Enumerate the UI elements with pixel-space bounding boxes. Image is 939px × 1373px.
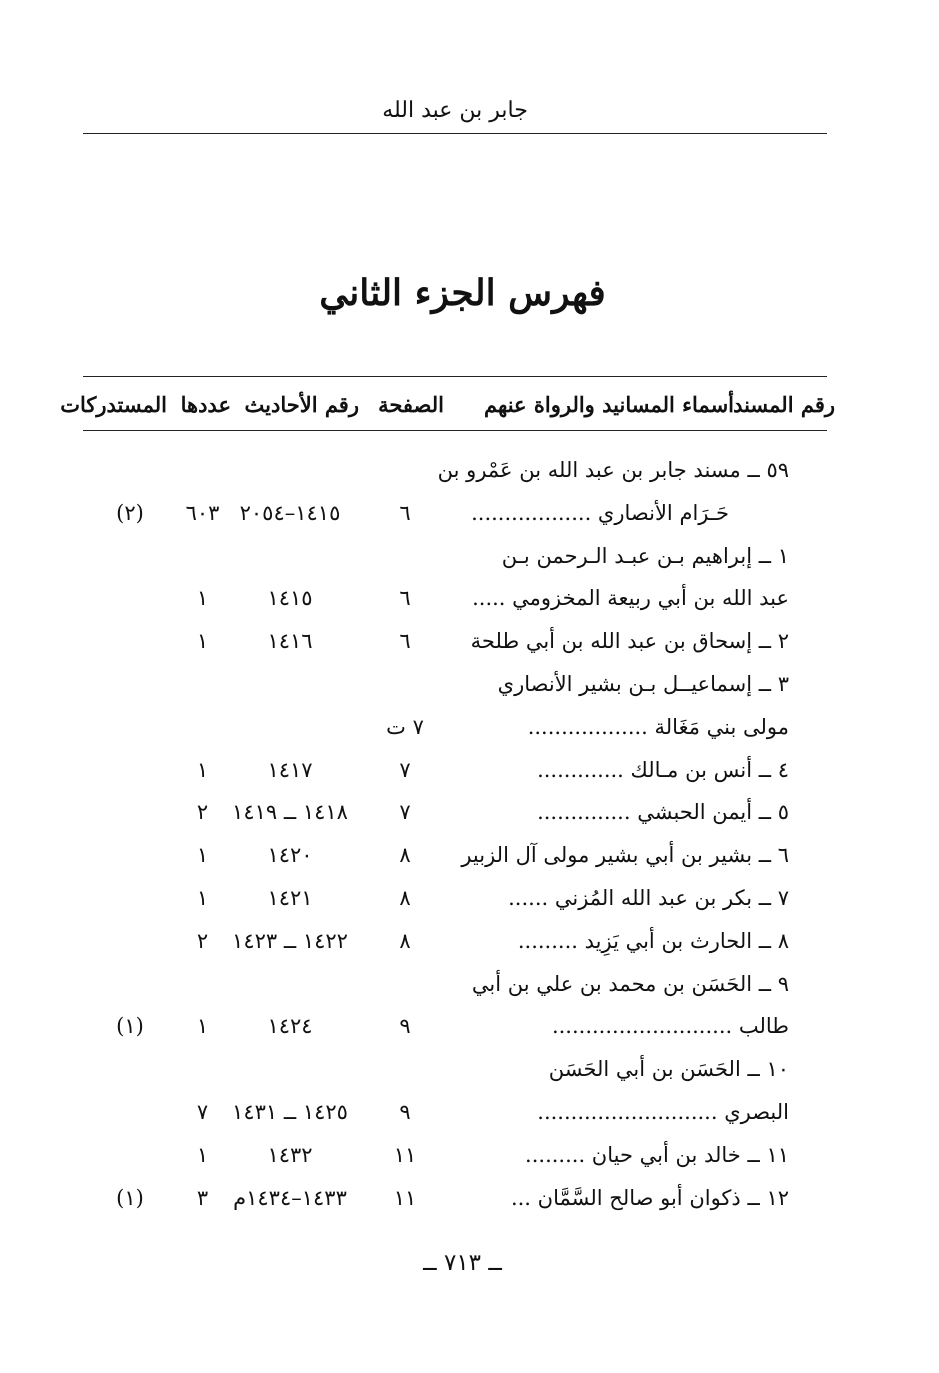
table-row [0, 800, 939, 840]
entry-name: ١٠ ــ الحَسَن بن أبي الحَسَن [548, 1057, 789, 1082]
table-row [0, 1057, 939, 1097]
entry-mustadrakat: (١) [116, 1185, 144, 1210]
entry-name: ١ ــ إبراهيم بـن عبـد الـرحمن بـن [501, 543, 789, 568]
entry-hadith-numbers: ١٤٣٣–١٤٣٤م [233, 1185, 347, 1210]
running-head: جابر بن عبد الله [382, 98, 528, 123]
page-title: فهرس الجزء الثاني [319, 272, 606, 314]
entry-name: حَـرَام الأنصاري .................. [471, 500, 729, 525]
entry-count: ٣ [196, 1185, 209, 1210]
entry-mustadrakat: (٢) [116, 500, 144, 525]
entry-count: ١ [196, 586, 209, 611]
column-header-musnad-number: رقم المسند [733, 392, 835, 417]
column-header-names: أسماء المسانيد والرواة عنهم [484, 392, 734, 417]
entry-name: طالب ........................... [551, 1014, 789, 1039]
entry-page: ٦ [399, 629, 411, 654]
entry-count: ١ [196, 629, 209, 654]
entry-hadith-numbers: ١٤٣٢ [267, 1142, 313, 1167]
entry-name: ٨ ــ الحارث بن أبي يَزِيد ......... [517, 928, 789, 953]
entry-hadith-numbers: ١٤١٧ [267, 757, 313, 782]
column-header-hadith-numbers: رقم الأحاديث [244, 392, 359, 417]
entry-page: ١١ [393, 1142, 417, 1167]
entry-count: ٢ [196, 800, 209, 825]
table-row [0, 886, 939, 926]
column-header-page: الصفحة [378, 392, 444, 417]
column-header-count: عددها [180, 392, 231, 417]
entry-hadith-numbers: ١٤٢٠ [267, 843, 313, 868]
table-row [0, 715, 939, 755]
entry-page: ٦ [399, 500, 411, 525]
entry-page: ٩ [399, 1100, 411, 1124]
entry-hadith-numbers: ١٤١٦ [267, 629, 313, 654]
entry-hadith-numbers: ١٤١٥ [267, 586, 313, 611]
entry-count: ٧ [196, 1100, 209, 1124]
table-row [0, 458, 939, 498]
column-header-mustadrakat: المستدركات [60, 392, 167, 417]
table-row [0, 501, 939, 541]
entry-name: ٣ ــ إسماعيــل بـن بشير الأنصاري [497, 672, 789, 696]
table-top-rule [83, 376, 827, 377]
entry-count: ١ [196, 757, 209, 782]
table-row [0, 629, 939, 669]
entry-mustadrakat: (١) [116, 1014, 144, 1039]
entry-name: ٧ ــ بكر بن عبد الله المُزني ...... [508, 886, 789, 910]
entry-name: ٢ ــ إسحاق بن عبد الله بن أبي طلحة [470, 629, 789, 654]
entry-name: ٦ ــ بشير بن أبي بشير مولى آل الزبير [461, 843, 789, 868]
table-row [0, 1143, 939, 1183]
entry-name: مولى بني مَغَالة .................. [527, 714, 789, 739]
entry-hadith-numbers: ١٤١٥–٢٠٥٤ [239, 500, 341, 525]
table-row [0, 929, 939, 969]
entry-page: ٨ [399, 928, 411, 953]
header-rule [83, 133, 827, 134]
table-row [0, 843, 939, 883]
entry-page: ٩ [399, 1014, 411, 1039]
entry-count: ١ [196, 1142, 209, 1167]
entry-name: ٤ ــ أنس بن مـالك ............. [537, 757, 789, 782]
page-number: ــ ٧١٣ ــ [423, 1250, 502, 1276]
entry-page: ٨ [399, 843, 411, 868]
entry-hadith-numbers: ١٤٢١ [267, 886, 313, 910]
entry-page: ٦ [399, 586, 411, 611]
entry-name: ٥٩ ــ مسند جابر بن عبد الله بن عَمْرو بن [437, 458, 789, 482]
entry-count: ٢ [196, 928, 209, 953]
entry-count: ١ [196, 843, 209, 868]
entry-count: ٦٠٣ [185, 500, 220, 525]
table-row [0, 758, 939, 798]
entry-name: ١١ ــ خالد بن أبي حيان ......... [525, 1142, 789, 1167]
entry-count: ١ [196, 1014, 209, 1039]
entry-page: ٨ [399, 886, 411, 910]
table-row [0, 586, 939, 626]
entry-hadith-numbers: ١٤٢٤ [267, 1014, 313, 1039]
table-header-rule [83, 430, 827, 431]
table-row [0, 672, 939, 712]
entry-name: عبد الله بن أبي ربيعة المخزومي ..... [472, 586, 789, 611]
entry-hadith-numbers: ١٤٢٢ ــ ١٤٢٣ [232, 928, 348, 953]
entry-name: ٥ ــ أيمن الحبشي .............. [537, 800, 789, 825]
entry-page: ١١ [393, 1185, 417, 1210]
table-row [0, 1186, 939, 1226]
table-row [0, 1014, 939, 1054]
table-row [0, 972, 939, 1012]
table-row [0, 1100, 939, 1140]
entry-page: ٧ [399, 800, 411, 825]
entry-page: ٧ [399, 757, 411, 782]
entry-page: ٧ ت [386, 714, 424, 739]
entry-count: ١ [196, 886, 209, 910]
table-row [0, 544, 939, 584]
entry-name: ١٢ ــ ذكوان أبو صالح السَّمَّان ... [510, 1185, 789, 1210]
entry-hadith-numbers: ١٤١٨ ــ ١٤١٩ [232, 800, 348, 825]
entry-hadith-numbers: ١٤٢٥ ــ ١٤٣١ [232, 1100, 348, 1124]
entry-name: ٩ ــ الحَسَن بن محمد بن علي بن أبي [471, 971, 789, 996]
entry-name: البصري ........................... [537, 1100, 789, 1124]
